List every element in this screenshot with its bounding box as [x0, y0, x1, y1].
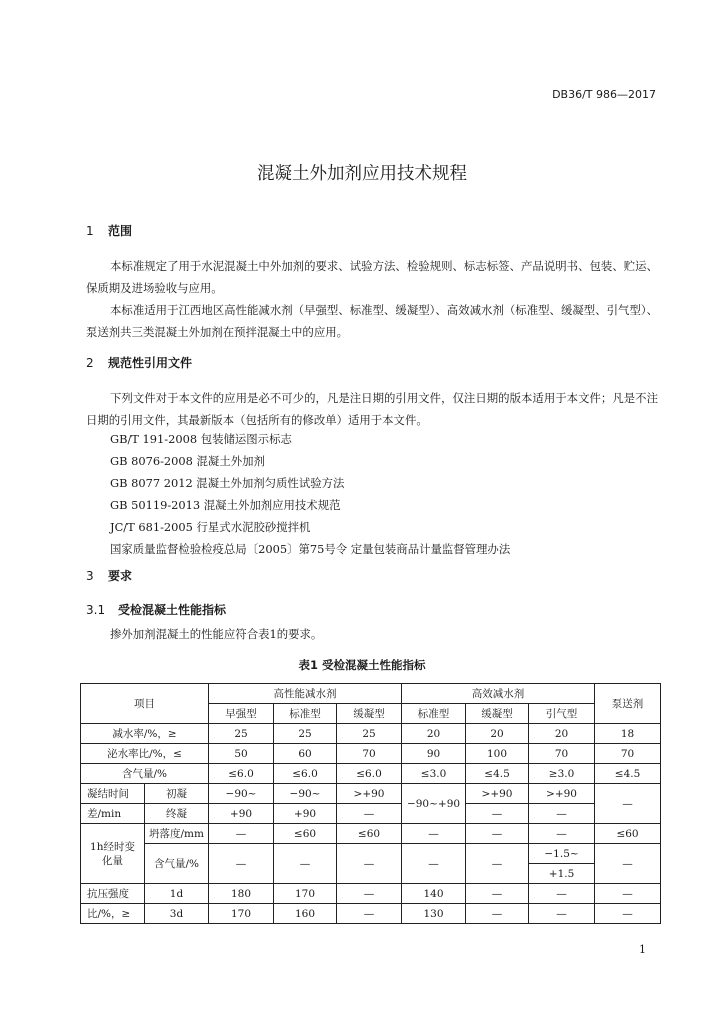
sub-label-air-content: 含气量/% — [145, 844, 209, 884]
reference-item: JC/T 681-2005 行星式水泥胶砂搅拌机 — [110, 520, 311, 534]
table-cell: ≥3.0 — [529, 764, 595, 784]
table-cell: +90 — [274, 804, 337, 824]
table-row — [81, 844, 661, 864]
table-cell: — — [466, 904, 529, 924]
section-2-heading — [86, 354, 192, 371]
table-row — [81, 784, 661, 804]
table-row — [81, 744, 661, 764]
table-row — [81, 724, 661, 744]
table-cell: 25 — [337, 724, 402, 744]
header-type: 标准型 — [402, 704, 466, 724]
subsection-3-1-number: 3.1 — [86, 603, 106, 617]
table-cell: 25 — [209, 724, 274, 744]
header-type: 缓凝型 — [337, 704, 402, 724]
reference-item: GB 8077 2012 混凝土外加剂匀质性试验方法 — [110, 476, 345, 490]
subsection-3-1-text: 掺外加剂混凝土的性能应符合表1的要求。 — [110, 627, 323, 641]
table-cell: — — [337, 804, 402, 824]
table-cell: ≤4.5 — [595, 764, 661, 784]
sub-label-initial-set: 初凝 — [145, 784, 209, 804]
reference-item: GB/T 191-2008 包装储运图示标志 — [110, 432, 292, 446]
table-cell: ≤6.0 — [274, 764, 337, 784]
reference-item: GB 50119-2013 混凝土外加剂应用技术规范 — [110, 498, 341, 512]
table-cell: ≤4.5 — [466, 764, 529, 784]
table-cell: — — [274, 844, 337, 884]
section-1-paragraph-2: 本标准适用于江西地区高性能减水剂（早强型、标准型、缓凝型）、高效减水剂（标准型、缓凝型、引气型）、泵送剂共三类混凝土外加剂在预拌混凝土中的应用。 — [86, 303, 658, 339]
table-cell: — — [529, 824, 595, 844]
subsection-3-1-title: 受检混凝土性能指标 — [118, 603, 227, 617]
row-label-air-content: 含气量/% — [81, 764, 209, 784]
sub-label-final-set: 终凝 — [145, 804, 209, 824]
table-cell: — — [529, 884, 595, 904]
section-2-number: 2 — [86, 356, 94, 370]
table-cell: 50 — [209, 744, 274, 764]
reference-item: 国家质量监督检验检疫总局〔2005〕第75号令 定量包装商品计量监督管理办法 — [110, 542, 511, 556]
table-cell: — — [466, 884, 529, 904]
table-cell: ≤6.0 — [209, 764, 274, 784]
table-cell: 170 — [209, 904, 274, 924]
table-cell: >+90 — [337, 784, 402, 804]
table-cell: — — [595, 844, 661, 884]
section-2-intro: 下列文件对于本文件的应用是必不可少的，凡是注日期的引用文件，仅注日期的版本适用于本文件；凡是不注日期的引用文件，其最新版本（包括所有的修改单）适用于本文件。 — [86, 391, 658, 427]
table-row — [81, 764, 661, 784]
performance-table — [80, 683, 661, 924]
table-cell: −90~ — [209, 784, 274, 804]
table-cell: 70 — [595, 744, 661, 764]
table-cell: −90~ — [274, 784, 337, 804]
section-1-heading — [86, 222, 132, 239]
header-pumping-agent: 泵送剂 — [595, 684, 661, 724]
table-header-row — [81, 684, 661, 704]
table-cell: +1.5 — [529, 864, 595, 884]
table-cell: 20 — [529, 724, 595, 744]
table-cell: — — [337, 884, 402, 904]
table-cell: — — [337, 904, 402, 924]
table-cell: — — [209, 824, 274, 844]
section-2-title: 规范性引用文件 — [108, 356, 193, 370]
row-label-1h-change-a: 1h经时变 — [90, 840, 135, 853]
header-type: 缓凝型 — [466, 704, 529, 724]
table-cell: 160 — [274, 904, 337, 924]
standard-code: DB36/T 986—2017 — [552, 88, 656, 101]
table-cell: — — [595, 884, 661, 904]
table-cell: 170 — [274, 884, 337, 904]
table-cell: 70 — [337, 744, 402, 764]
sub-label-1d: 1d — [145, 884, 209, 904]
row-label-strength-a: 抗压强度 — [81, 884, 145, 904]
document-title: 混凝土外加剂应用技术规程 — [257, 164, 467, 184]
section-3-heading — [86, 567, 132, 584]
table-cell: ≤60 — [337, 824, 402, 844]
table-cell: — — [529, 804, 595, 824]
table-cell: ≤60 — [595, 824, 661, 844]
table-row — [81, 824, 661, 844]
section-1-paragraph-1: 本标准规定了用于水泥混凝土中外加剂的要求、试验方法、检验规则、标志标签、产品说明书、包装、贮运、保质期及进场验收与应用。 — [86, 259, 658, 295]
table-cell: — — [466, 824, 529, 844]
row-label-bleeding: 泌水率比/%，≤ — [81, 744, 209, 764]
table-cell: >+90 — [529, 784, 595, 804]
header-type: 早强型 — [209, 704, 274, 724]
table-cell: 70 — [529, 744, 595, 764]
row-label-setting-time-a: 凝结时间 — [81, 784, 145, 804]
table-row — [81, 904, 661, 924]
table-cell: −90~+90 — [402, 784, 466, 824]
table-cell: — — [529, 904, 595, 924]
table-cell: ≤60 — [274, 824, 337, 844]
row-label-strength-b: 比/%，≥ — [81, 904, 145, 924]
table-cell: — — [337, 844, 402, 884]
table-cell: 20 — [466, 724, 529, 744]
header-item: 项目 — [81, 684, 209, 724]
table-cell: ≤6.0 — [337, 764, 402, 784]
header-group-high-efficiency: 高效减水剂 — [402, 684, 595, 704]
table-row — [81, 804, 661, 824]
table-cell: — — [209, 844, 274, 884]
table-row — [81, 884, 661, 904]
section-1-number: 1 — [86, 224, 94, 238]
table-cell: — — [402, 824, 466, 844]
page-number: 1 — [639, 943, 646, 956]
table-cell: 60 — [274, 744, 337, 764]
table-cell: — — [466, 804, 529, 824]
table-cell: — — [595, 784, 661, 824]
table-cell: 20 — [402, 724, 466, 744]
sub-label-3d: 3d — [145, 904, 209, 924]
table-cell: 100 — [466, 744, 529, 764]
header-type: 引气型 — [529, 704, 595, 724]
table-cell: — — [402, 844, 466, 884]
table-cell: 180 — [209, 884, 274, 904]
table-cell: — — [595, 904, 661, 924]
table-cell: ≤3.0 — [402, 764, 466, 784]
header-group-high-performance: 高性能减水剂 — [209, 684, 402, 704]
row-label-setting-time-b: 差/min — [81, 804, 145, 824]
row-label-1h-change-b: 化量 — [102, 854, 123, 867]
table-cell: −1.5~ — [529, 844, 595, 864]
section-1-title: 范围 — [108, 224, 133, 238]
table-caption: 表1 受检混凝土性能指标 — [298, 658, 426, 672]
table-cell: 25 — [274, 724, 337, 744]
table-cell: +90 — [209, 804, 274, 824]
table-cell: — — [466, 844, 529, 884]
section-3-title: 要求 — [108, 569, 133, 583]
table-cell: >+90 — [466, 784, 529, 804]
table-cell: 90 — [402, 744, 466, 764]
table-cell: 130 — [402, 904, 466, 924]
row-label-1h-change — [81, 824, 145, 884]
section-3-number: 3 — [86, 569, 94, 583]
reference-item: GB 8076-2008 混凝土外加剂 — [110, 454, 265, 468]
row-label-water-reduction: 减水率/%，≥ — [81, 724, 209, 744]
table-cell: 140 — [402, 884, 466, 904]
header-type: 标准型 — [274, 704, 337, 724]
sub-label-slump: 坍落度/mm — [145, 824, 209, 844]
subsection-3-1-heading — [86, 601, 226, 618]
table-cell: 18 — [595, 724, 661, 744]
